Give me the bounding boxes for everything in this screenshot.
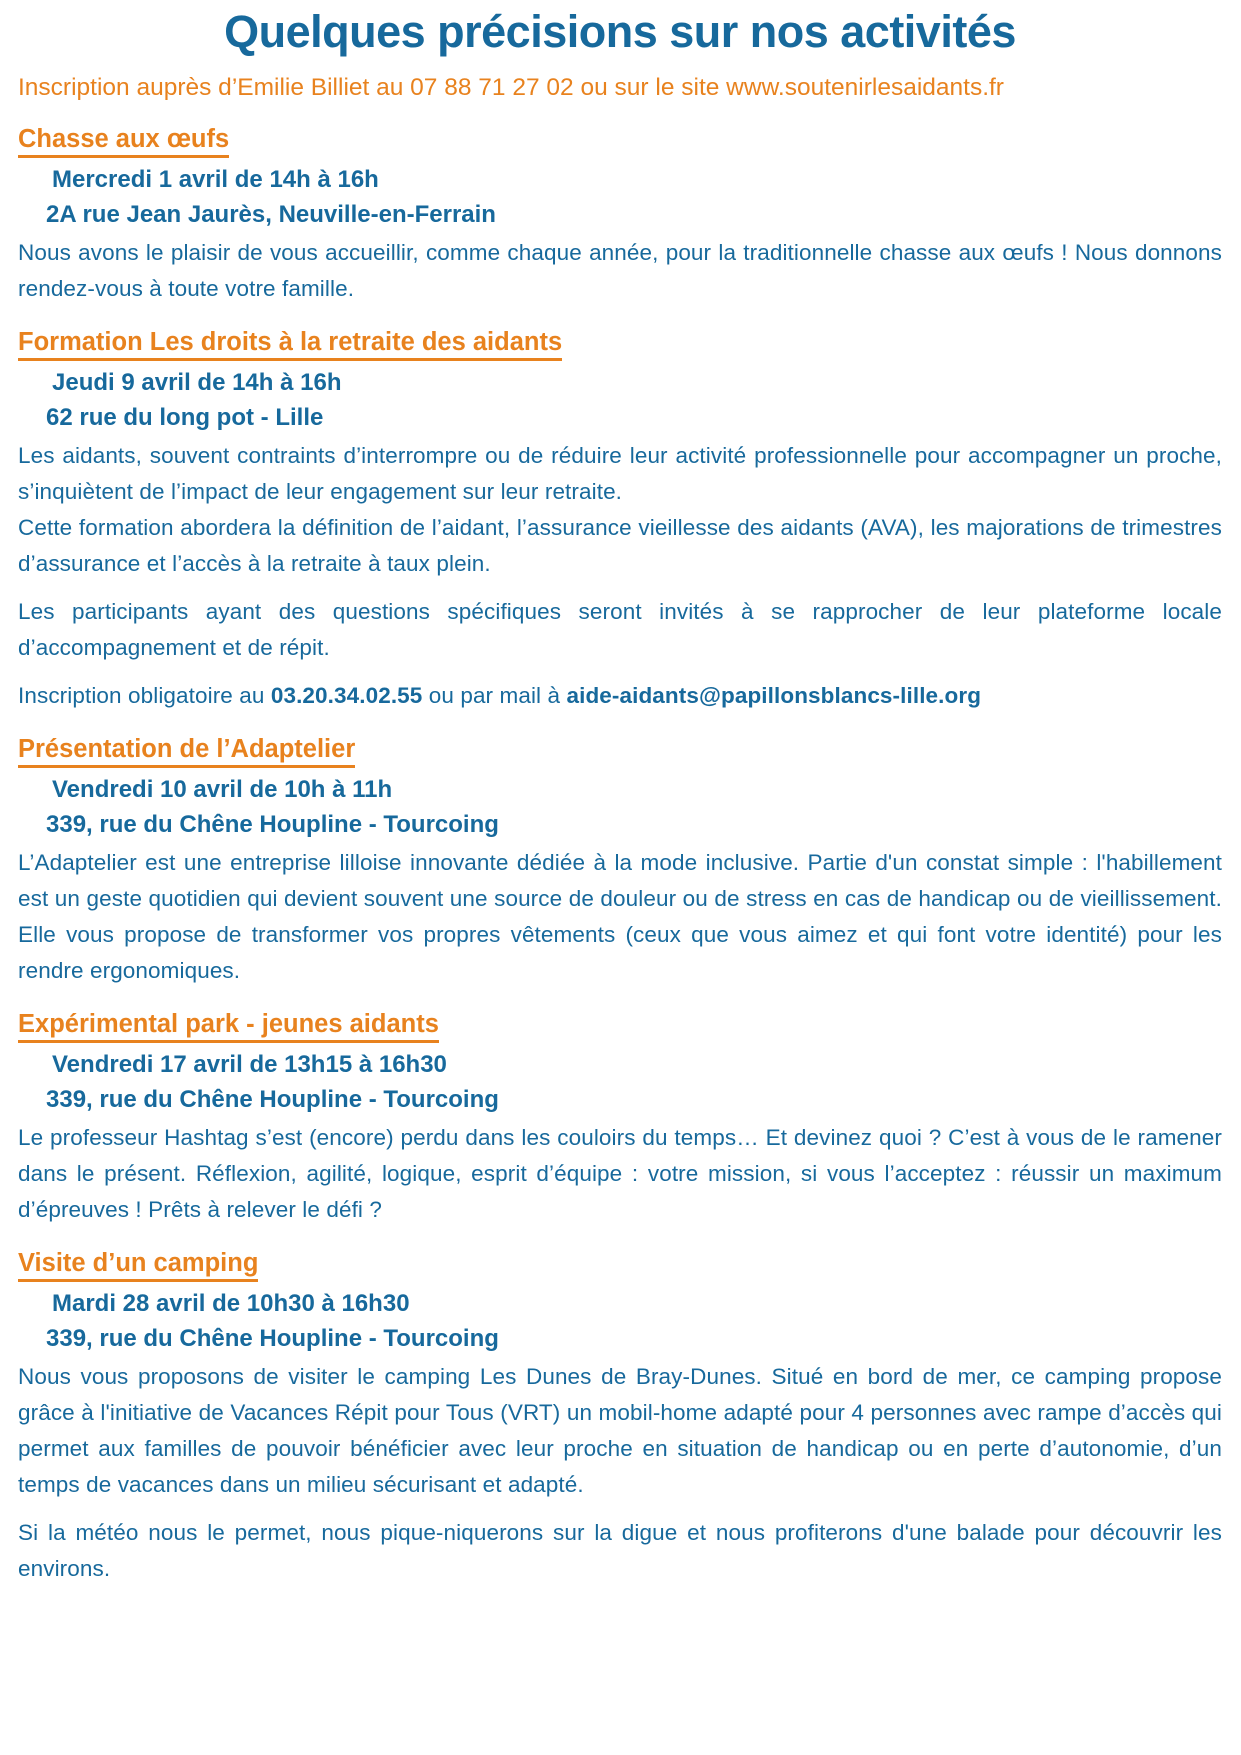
event-date: Jeudi 9 avril de 14h à 16h [52, 369, 342, 396]
text-run: Les participants ayant des questions spécifiques seront invités à se rapprocher de leur plateforme locale d’accompagnement et de répit. [18, 599, 1222, 660]
activity-section [18, 734, 1222, 989]
section-heading [18, 124, 1222, 155]
text-run: Le professeur Hashtag s’est (encore) perdu dans les couloirs du temps… Et devinez quoi ? C’est à vous de le ramener dans le présent. Réflexion, agilité, logique, esprit d’équipe : votre mission, si vous l’acceptez : réussir un maximum d’épreuves ! Prêts à relever le défi ? [18, 1125, 1222, 1222]
body-paragraph [18, 845, 1222, 989]
section-heading-text: Visite d’un camping [18, 1249, 258, 1282]
text-run: Nous vous proposons de visiter le camping Les Dunes de Bray-Dunes. Situé en bord de mer, ce camping propose grâce à l'initiative de Vacances Répit pour Tous (VRT) un mobil-home adapté pour 4 personnes avec rampe d’accès qui permet aux familles de pouvoir bénéficier avec leur proche en situation de handicap ou en perte d’autonomie, d’un temps de vacances dans un milieu sécurisant et adapté. [18, 1364, 1222, 1497]
section-heading [18, 1009, 1222, 1040]
body-paragraph [18, 1515, 1222, 1587]
text-run: ou par mail à [422, 683, 567, 708]
text-run: Cette formation abordera la définition de l’aidant, l’assurance vieillesse des aidants (AVA), les majorations de trimestres d’assurance et l’accès à la retraite à taux plein. [18, 515, 1222, 576]
bold-text-run: aide-aidants@papillonsblancs-lille.org [566, 683, 982, 708]
bold-text-run: 03.20.34.02.55 [270, 683, 423, 708]
section-heading [18, 327, 1222, 358]
page-title: Quelques précisions sur nos activités [224, 6, 1016, 57]
body-paragraph [18, 594, 1222, 666]
section-heading [18, 1248, 1222, 1279]
activity-sections-container [18, 124, 1222, 1587]
event-address: 339, rue du Chêne Houpline - Tourcoing [46, 1086, 499, 1113]
body-paragraph [18, 678, 1222, 714]
activity-section [18, 1009, 1222, 1228]
event-address: 339, rue du Chêne Houpline - Tourcoing [46, 811, 499, 838]
activity-section [18, 1248, 1222, 1587]
section-heading-text: Présentation de l’Adaptelier [18, 735, 355, 768]
section-heading-text: Formation Les droits à la retraite des aidants [18, 328, 562, 361]
body-paragraph [18, 1120, 1222, 1228]
section-heading-text: Chasse aux œufs [18, 125, 229, 158]
event-address: 2A rue Jean Jaurès, Neuville-en-Ferrain [46, 201, 496, 228]
body-paragraph [18, 1359, 1222, 1503]
text-run: Si la météo nous le permet, nous pique-niquerons sur la digue et nous profiterons d'une balade pour découvrir les environs. [18, 1520, 1222, 1581]
event-address: 339, rue du Chêne Houpline - Tourcoing [46, 1325, 499, 1352]
event-date: Mardi 28 avril de 10h30 à 16h30 [52, 1290, 410, 1317]
body-paragraph [18, 235, 1222, 307]
activity-section [18, 327, 1222, 714]
section-heading-text: Expérimental park - jeunes aidants [18, 1010, 439, 1043]
text-run: Inscription obligatoire au [18, 683, 271, 708]
activity-section [18, 124, 1222, 307]
section-heading [18, 734, 1222, 765]
registration-intro-line: Inscription auprès d’Emilie Billiet au 07 88 71 27 02 ou sur le site www.soutenirlesaidants.fr [18, 74, 1004, 101]
text-run: L’Adaptelier est une entreprise lilloise innovante dédiée à la mode inclusive. Partie d'un constat simple : l'habillement est un geste quotidien qui devient souvent une source de douleur ou de stress en cas de handicap ou de vieillissement. Elle vous propose de transformer vos propres vêtements (ceux que vous aimez et qui font votre identité) pour les rendre ergonomiques. [18, 850, 1222, 983]
event-date: Vendredi 10 avril de 10h à 11h [52, 776, 393, 803]
body-paragraph [18, 438, 1222, 582]
event-date: Vendredi 17 avril de 13h15 à 16h30 [52, 1051, 447, 1078]
text-run: Nous avons le plaisir de vous accueillir, comme chaque année, pour la traditionnelle chasse aux œufs ! Nous donnons rendez-vous à toute votre famille. [18, 240, 1222, 301]
event-address: 62 rue du long pot - Lille [46, 404, 324, 431]
text-run: Les aidants, souvent contraints d’interrompre ou de réduire leur activité professionnelle pour accompagner un proche, s’inquiètent de l’impact de leur engagement sur leur retraite. [18, 443, 1222, 504]
event-date: Mercredi 1 avril de 14h à 16h [52, 166, 379, 193]
